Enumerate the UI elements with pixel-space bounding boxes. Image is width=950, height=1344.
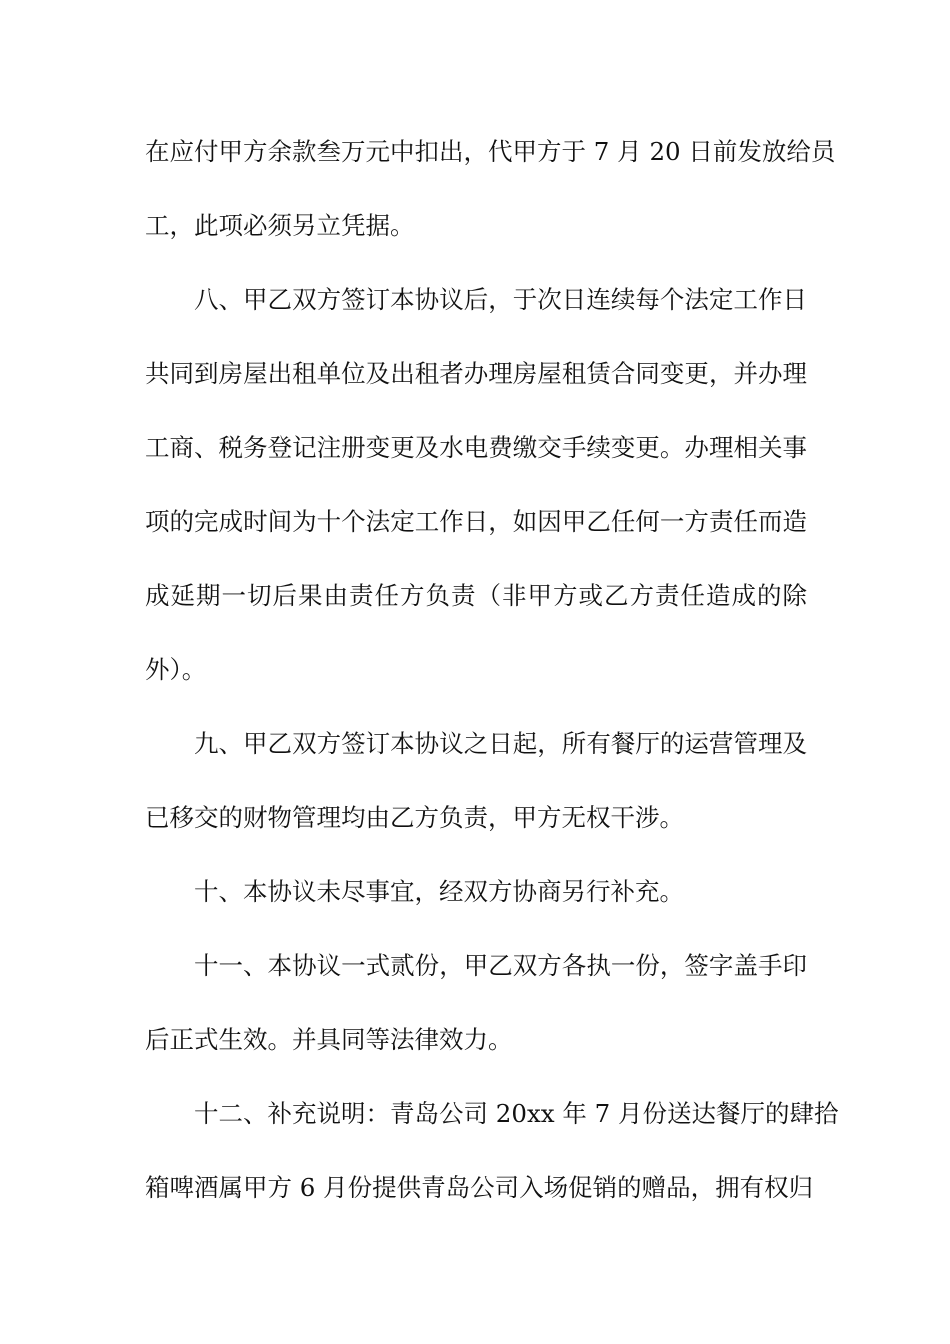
text-line-8: 外）。 <box>145 655 207 684</box>
text-line-13: 后正式生效。并具同等法律效力。 <box>145 1025 513 1054</box>
text-line-1: 在应付甲方余款叁万元中扣出，代甲方于 7 月 20 日前发放给员 <box>145 137 836 166</box>
clause-11-start: 十一、本协议一式贰份，甲乙双方各执一份，签字盖手印 <box>194 951 807 980</box>
clause-10: 十、本协议未尽事宜，经双方协商另行补充。 <box>194 877 684 906</box>
text-line-4: 共同到房屋出租单位及出租者办理房屋租赁合同变更，并办理 <box>145 359 807 388</box>
text-line-15: 箱啤酒属甲方 6 月份提供青岛公司入场促销的赠品，拥有权归 <box>145 1173 814 1202</box>
clause-9-start: 九、甲乙双方签订本协议之日起，所有餐厅的运营管理及 <box>194 729 807 758</box>
text-line-7: 成延期一切后果由责任方负责（非甲方或乙方责任造成的除 <box>145 581 807 610</box>
text-line-10: 已移交的财物管理均由乙方负责，甲方无权干涉。 <box>145 803 684 832</box>
text-line-2: 工，此项必须另立凭据。 <box>145 211 415 240</box>
clause-8-start: 八、甲乙双方签订本协议后，于次日连续每个法定工作日 <box>194 285 807 314</box>
text-line-6: 项的完成时间为十个法定工作日，如因甲乙任何一方责任而造 <box>145 507 807 536</box>
clause-12-start: 十二、补充说明：青岛公司 20xx 年 7 月份送达餐厅的肆拾 <box>194 1099 839 1128</box>
text-line-5: 工商、税务登记注册变更及水电费缴交手续变更。办理相关事 <box>145 433 807 462</box>
